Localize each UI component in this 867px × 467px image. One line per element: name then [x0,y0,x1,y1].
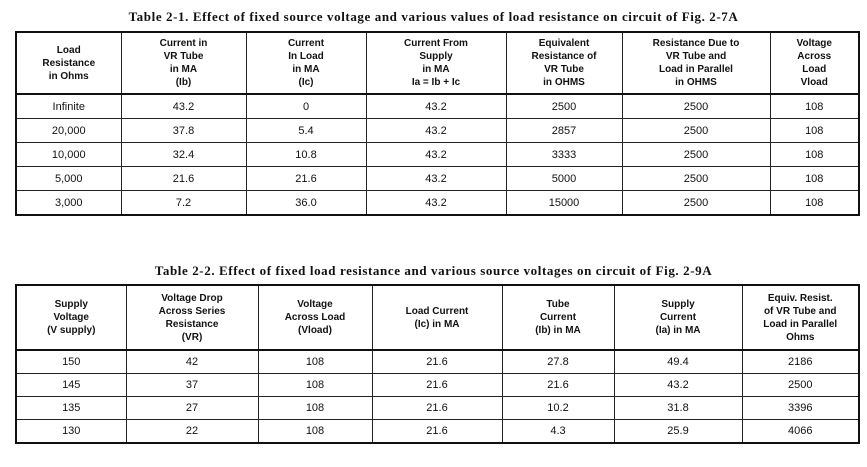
table-cell: 130 [16,420,126,444]
table-cell: 108 [770,143,859,167]
table-cell: 2500 [742,374,859,397]
table-cell: 7.2 [121,191,246,216]
column-header: Supply Voltage (V supply) [16,285,126,350]
table-cell: 5000 [506,167,622,191]
table-cell: 36.0 [246,191,366,216]
table-cell: 37.8 [121,119,246,143]
table-cell: 2500 [622,143,770,167]
column-header: Equiv. Resist. of VR Tube and Load in Parallel Ohms [742,285,859,350]
table-cell: 20,000 [16,119,121,143]
table-cell: 27 [126,397,258,420]
table-2-header-row [16,285,859,350]
column-header: Voltage Drop Across Series Resistance (VR) [126,285,258,350]
table-cell: 145 [16,374,126,397]
table-row [16,94,859,119]
table-cell: 3333 [506,143,622,167]
column-header: Voltage Across Load (Vload) [258,285,372,350]
table-cell: 10.8 [246,143,366,167]
table-cell: 43.2 [366,143,506,167]
table-1-header-row [16,32,859,94]
table-cell: 21.6 [502,374,614,397]
column-header: Voltage Across Load Vload [770,32,859,94]
table-cell: 2500 [506,94,622,119]
table-cell: 108 [258,397,372,420]
table-cell: 21.6 [246,167,366,191]
table-cell: 10.2 [502,397,614,420]
table-cell: 108 [770,191,859,216]
table-cell: 3,000 [16,191,121,216]
column-header: Current In Load in MA (Ic) [246,32,366,94]
table-cell: 37 [126,374,258,397]
table-cell: 43.2 [614,374,742,397]
table-cell: 43.2 [366,167,506,191]
table-cell: 2186 [742,350,859,374]
table-cell: 2857 [506,119,622,143]
table-cell: 25.9 [614,420,742,444]
table-cell: 27.8 [502,350,614,374]
table-cell: Infinite [16,94,121,119]
table-cell: 43.2 [366,191,506,216]
column-header: Tube Current (Ib) in MA [502,285,614,350]
table-cell: 108 [258,350,372,374]
table-cell: 10,000 [16,143,121,167]
table-row [16,167,859,191]
table-2-caption: Table 2-2. Effect of fixed load resistance and various source voltages on circuit of Fig. 2-9A [154,263,713,278]
table-row [16,350,859,374]
table-cell: 2500 [622,191,770,216]
column-header: Supply Current (Ia) in MA [614,285,742,350]
table-cell: 21.6 [121,167,246,191]
table-cell: 21.6 [372,397,502,420]
table-cell: 43.2 [121,94,246,119]
table-cell: 15000 [506,191,622,216]
table-row [16,119,859,143]
table-cell: 31.8 [614,397,742,420]
table-cell: 2500 [622,167,770,191]
table-cell: 0 [246,94,366,119]
column-header: Current From Supply in MA Ia = Ib + Ic [366,32,506,94]
table-2 [15,284,860,444]
table-cell: 4.3 [502,420,614,444]
table-cell: 2500 [622,119,770,143]
table-cell: 21.6 [372,350,502,374]
table-cell: 42 [126,350,258,374]
table-row [16,143,859,167]
table-row [16,420,859,444]
table-cell: 49.4 [614,350,742,374]
table-cell: 150 [16,350,126,374]
table-row [16,191,859,216]
table-cell: 4066 [742,420,859,444]
table-cell: 21.6 [372,374,502,397]
column-header: Load Resistance in Ohms [16,32,121,94]
table-row [16,397,859,420]
table-row [16,374,859,397]
table-cell: 2500 [622,94,770,119]
table-1-caption: Table 2-1. Effect of fixed source voltage and various values of load resistance on circuit of Fig. 2-7A [128,9,739,24]
table-cell: 43.2 [366,94,506,119]
column-header: Resistance Due to VR Tube and Load in Parallel in OHMS [622,32,770,94]
table-cell: 21.6 [372,420,502,444]
column-header: Load Current (Ic) in MA [372,285,502,350]
table-cell: 108 [258,420,372,444]
table-cell: 32.4 [121,143,246,167]
table-cell: 5,000 [16,167,121,191]
table-cell: 5.4 [246,119,366,143]
column-header: Equivalent Resistance of VR Tube in OHMS [506,32,622,94]
table-cell: 108 [770,167,859,191]
table-cell: 108 [770,94,859,119]
table-cell: 43.2 [366,119,506,143]
column-header: Current in VR Tube in MA (Ib) [121,32,246,94]
table-cell: 135 [16,397,126,420]
table-cell: 108 [770,119,859,143]
table-cell: 108 [258,374,372,397]
table-cell: 22 [126,420,258,444]
table-cell: 3396 [742,397,859,420]
table-1 [15,31,860,216]
